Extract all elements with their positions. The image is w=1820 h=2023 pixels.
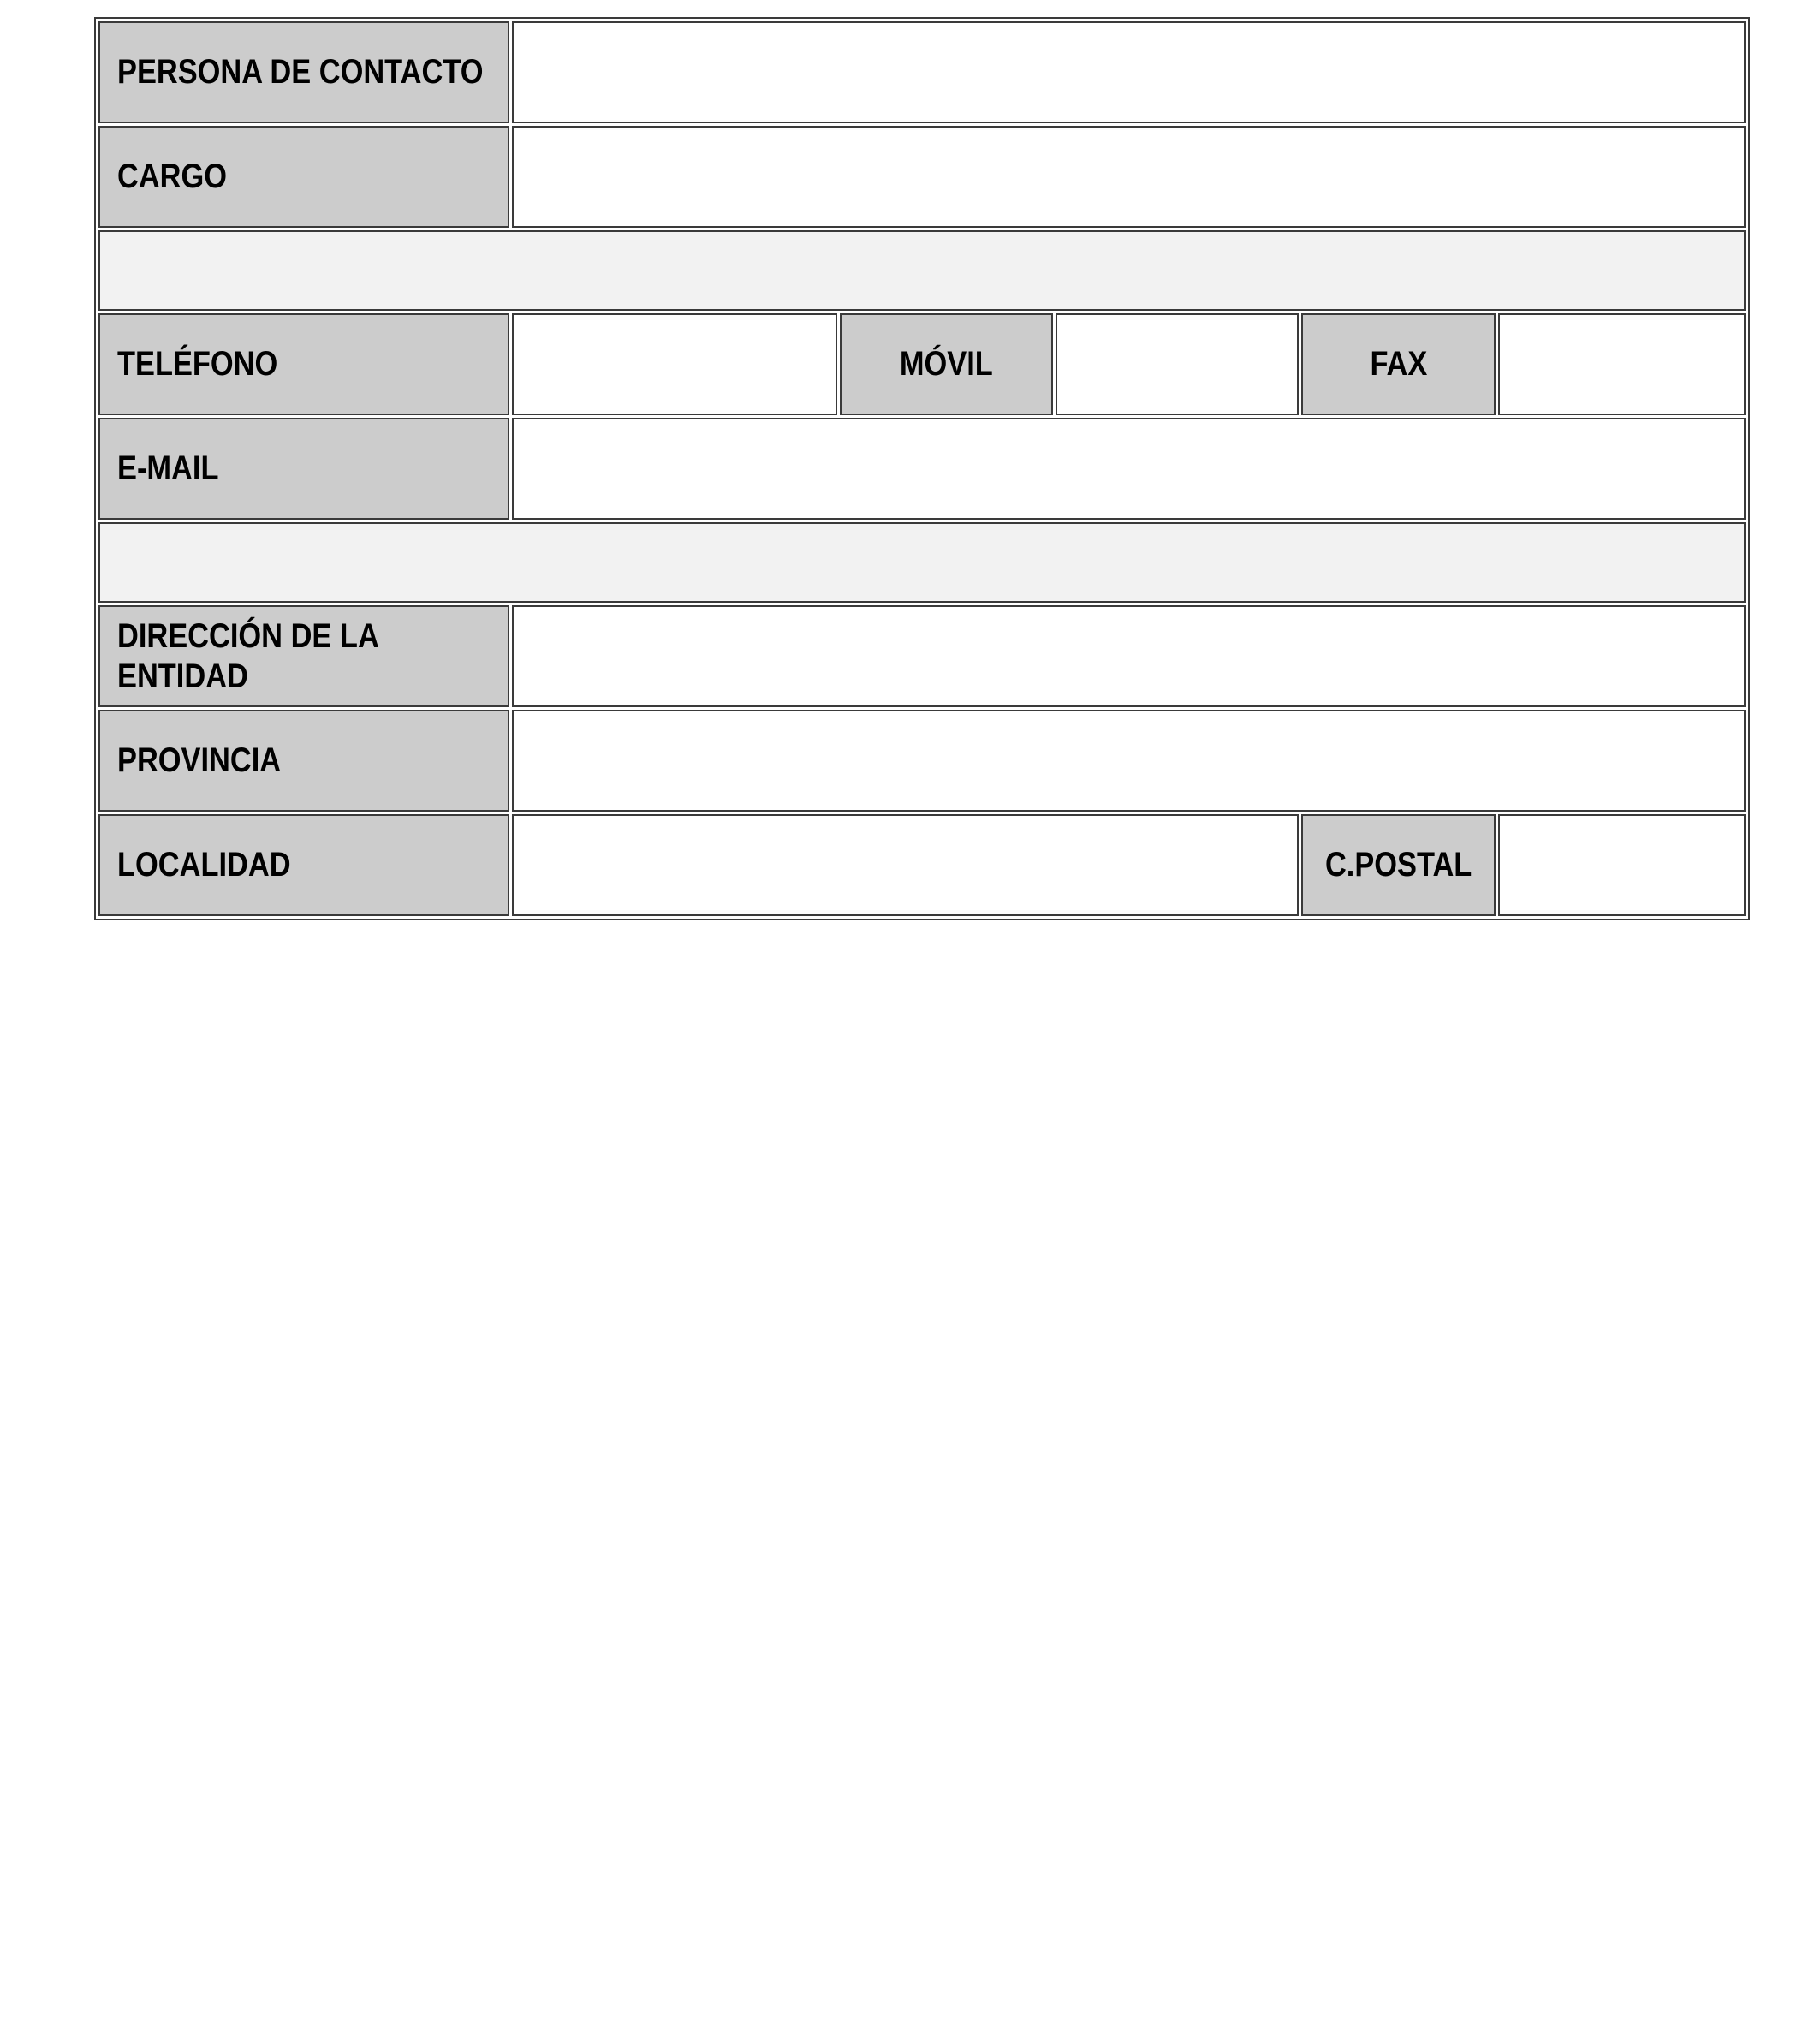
contact-person-field[interactable]: [512, 21, 1746, 123]
position-field[interactable]: [512, 126, 1746, 228]
entity-address-field[interactable]: [512, 605, 1746, 707]
postal-code-field[interactable]: [1498, 814, 1746, 916]
position-label: CARGO: [98, 126, 509, 228]
email-label: E-MAIL: [98, 418, 509, 520]
row-phone: [98, 313, 1746, 415]
row-contact-person: [98, 21, 1746, 123]
row-province: [98, 710, 1746, 812]
province-field[interactable]: [512, 710, 1746, 812]
section-divider-cell: [98, 522, 1746, 603]
postal-code-label: C.POSTAL: [1301, 814, 1496, 916]
section-divider-cell: [98, 230, 1746, 311]
contact-form-table: [94, 17, 1750, 920]
row-position: [98, 126, 1746, 228]
locality-label: LOCALIDAD: [98, 814, 509, 916]
phone-field[interactable]: [512, 313, 837, 415]
fax-label: FAX: [1301, 313, 1496, 415]
row-entity-address: [98, 605, 1746, 707]
locality-field[interactable]: [512, 814, 1299, 916]
contact-person-label: PERSONA DE CONTACTO: [98, 21, 509, 123]
mobile-field[interactable]: [1056, 313, 1299, 415]
row-email: [98, 418, 1746, 520]
row-locality: [98, 814, 1746, 916]
email-field[interactable]: [512, 418, 1746, 520]
fax-field[interactable]: [1498, 313, 1746, 415]
section-divider: [98, 522, 1746, 603]
phone-label: TELÉFONO: [98, 313, 509, 415]
mobile-label: MÓVIL: [840, 313, 1053, 415]
section-divider: [98, 230, 1746, 311]
entity-address-label: DIRECCIÓN DE LA ENTIDAD: [98, 605, 509, 707]
province-label: PROVINCIA: [98, 710, 509, 812]
